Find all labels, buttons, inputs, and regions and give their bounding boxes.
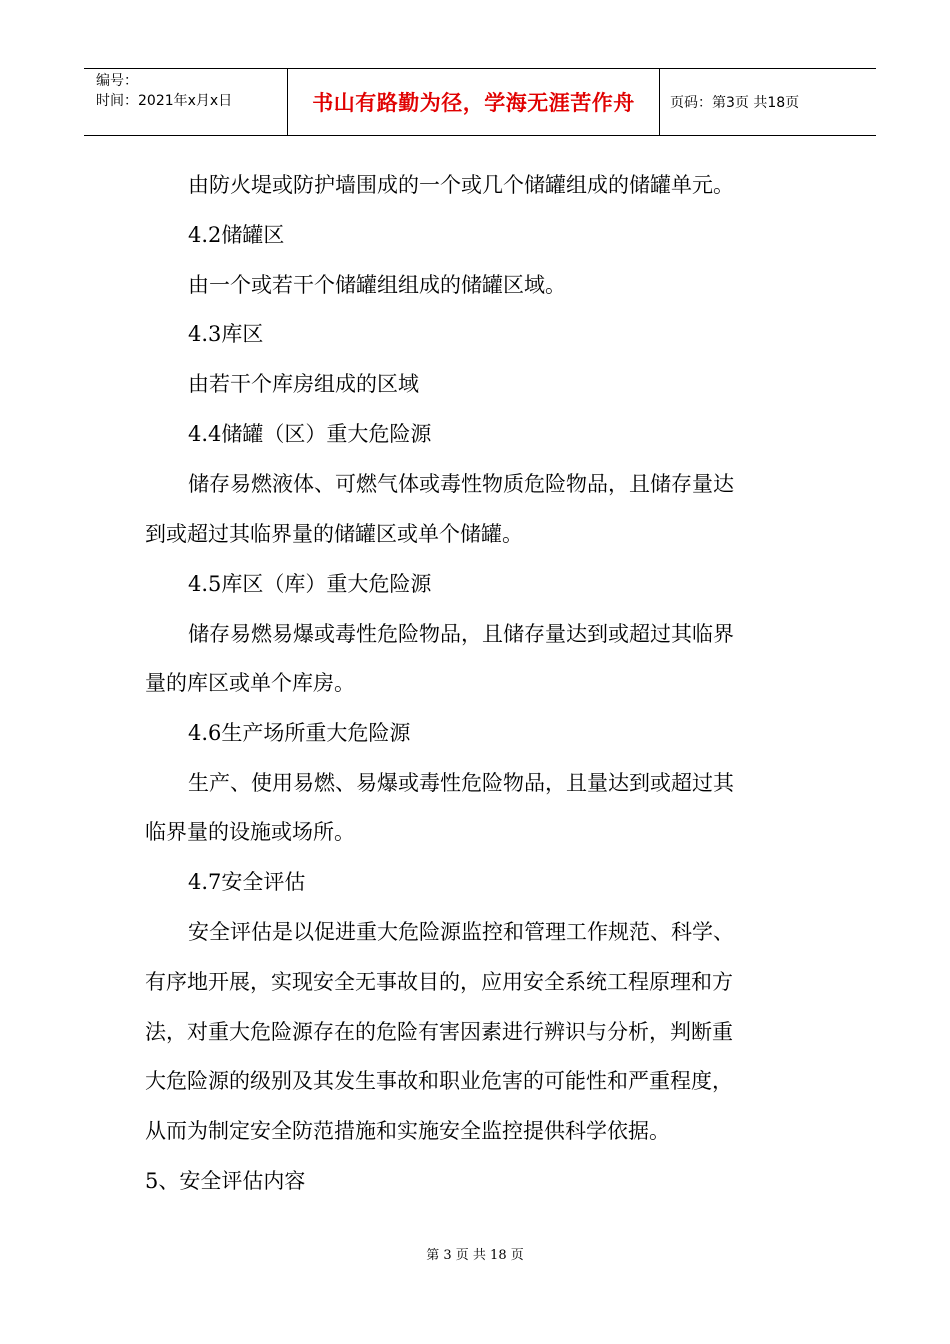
section-heading: 4.5库区（库）重大危险源 [188, 572, 432, 596]
header-page-label: 页码：第3页 共18页 [670, 95, 800, 111]
header-page-cell [660, 69, 876, 135]
document-number-label: 编号： [96, 73, 138, 89]
section-heading: 4.4储罐（区）重大危险源 [188, 422, 432, 446]
paragraph-line: 储存易燃液体、可燃气体或毒性物质危险物品，且储存量达 [188, 472, 734, 496]
section-heading: 4.6生产场所重大危险源 [188, 721, 411, 745]
section-heading: 4.7安全评估 [188, 870, 306, 894]
paragraph-line: 量的库区或单个库房。 [145, 671, 355, 695]
paragraph-line: 到或超过其临界量的储罐区或单个储罐。 [145, 522, 523, 546]
paragraph-line: 从而为制定安全防范措施和实施安全监控提供科学依据。 [145, 1119, 670, 1143]
paragraph-line: 大危险源的级别及其发生事故和职业危害的可能性和严重程度， [145, 1069, 733, 1093]
section-heading: 4.3库区 [188, 322, 264, 346]
paragraph-line: 有序地开展，实现安全无事故目的，应用安全系统工程原理和方 [145, 970, 733, 994]
paragraph-line: 储存易燃易爆或毒性危险物品，且储存量达到或超过其临界 [188, 622, 734, 646]
paragraph-line: 临界量的设施或场所。 [145, 820, 355, 844]
header-motto-cell [288, 69, 660, 135]
header-motto: 书山有路勤为径，学海无涯苦作舟 [312, 91, 635, 115]
section-heading: 5、安全评估内容 [145, 1169, 306, 1193]
footer-page-number: 第 3 页 共 18 页 [426, 1248, 524, 1263]
section-heading: 4.2储罐区 [188, 223, 285, 247]
page-footer [0, 1244, 950, 1263]
paragraph-line: 生产、使用易燃、易爆或毒性危险物品，且量达到或超过其 [188, 771, 734, 795]
paragraph-line: 安全评估是以促进重大危险源监控和管理工作规范、科学、 [188, 920, 734, 944]
header-info-cell [84, 69, 288, 135]
paragraph-line: 由防火堤或防护墙围成的一个或几个储罐组成的储罐单元。 [188, 173, 734, 197]
paragraph-line: 由若干个库房组成的区域 [188, 372, 419, 396]
document-time-label: 时间：2021年x月x日 [96, 93, 233, 109]
paragraph-line: 由一个或若干个储罐组组成的储罐区域。 [188, 273, 566, 297]
paragraph-line: 法，对重大危险源存在的危险有害因素进行辨识与分析，判断重 [145, 1020, 733, 1044]
header-table [84, 68, 876, 136]
